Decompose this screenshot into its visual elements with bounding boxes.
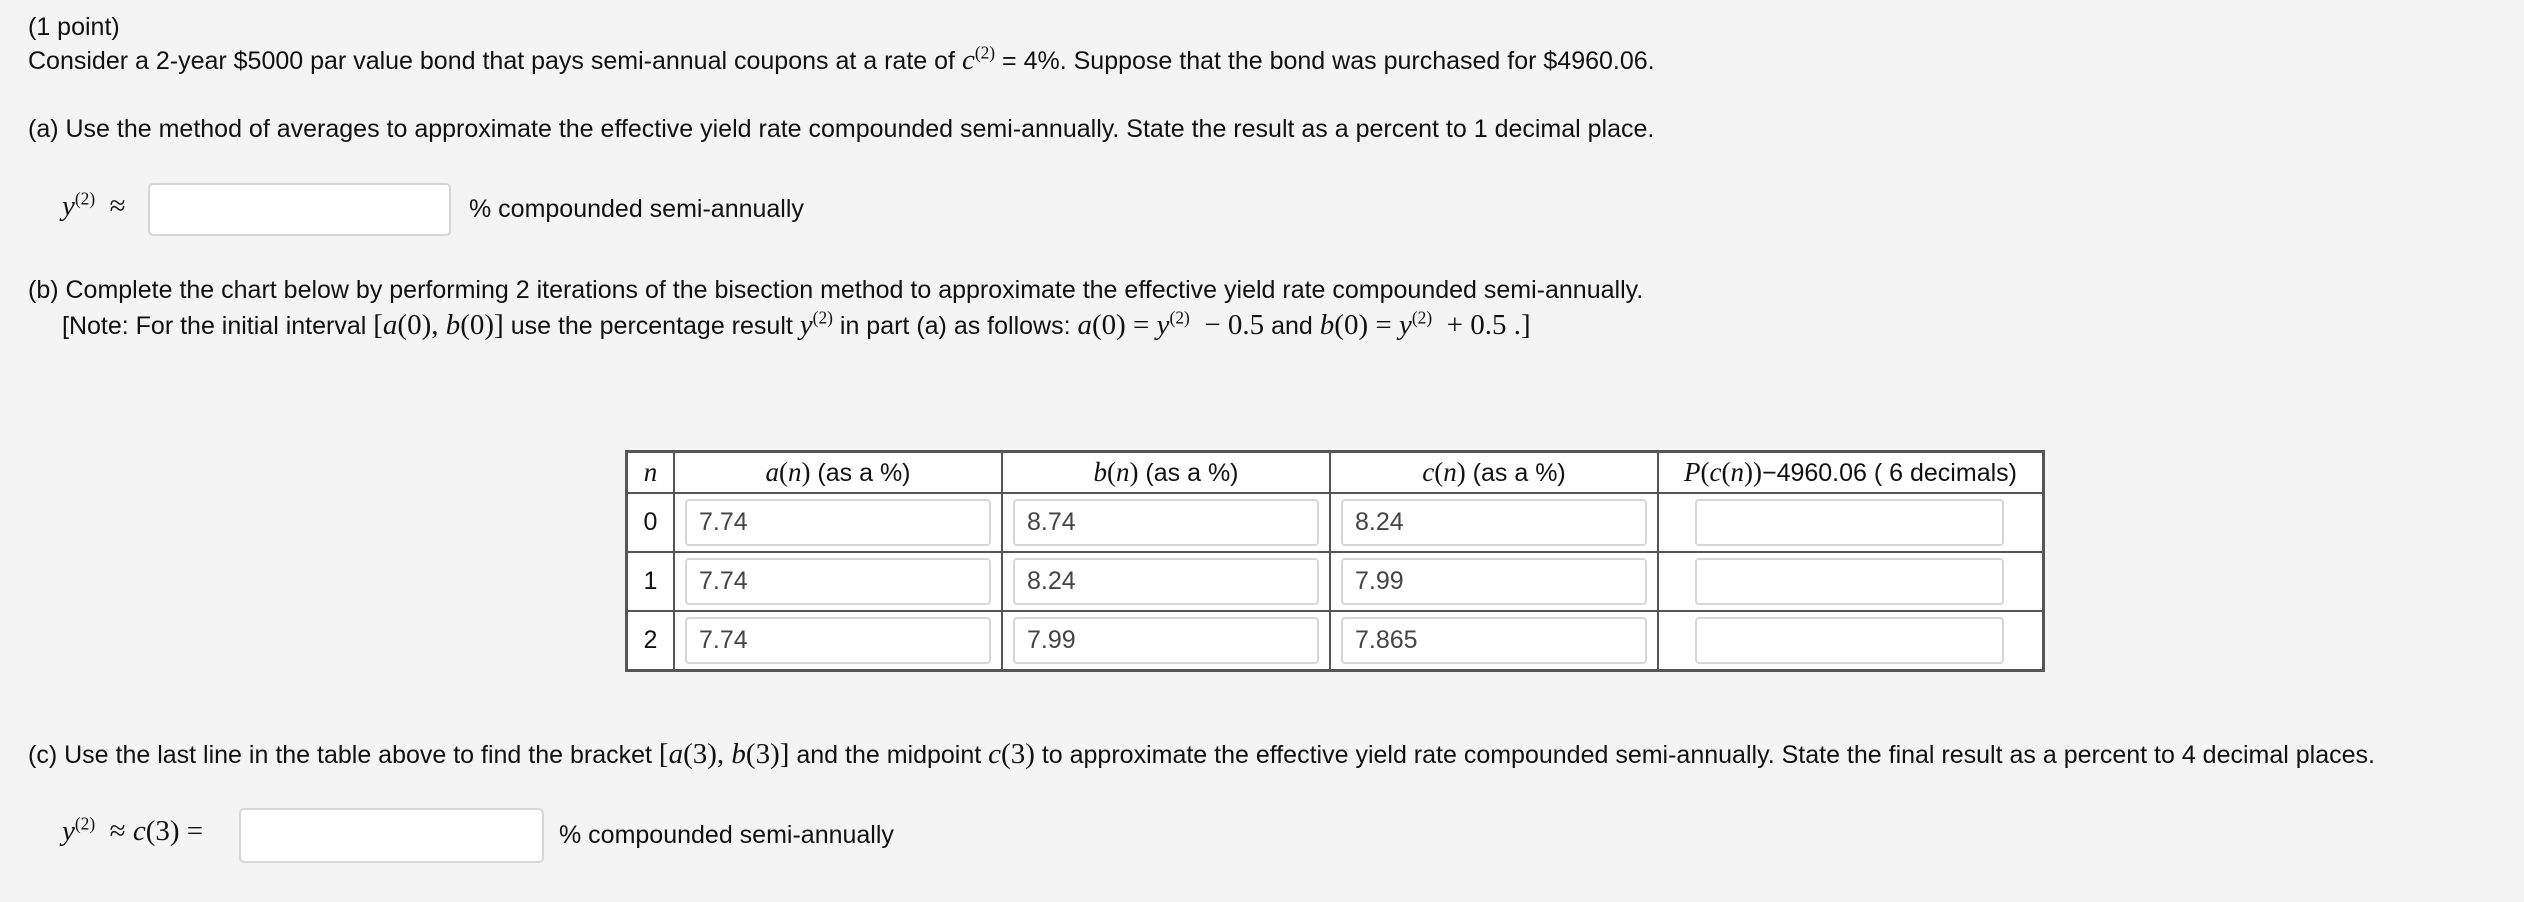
cell-p — [1658, 552, 2044, 611]
cell-p — [1658, 611, 2044, 671]
c-input[interactable]: 7.99 — [1341, 558, 1647, 605]
a0-formula: $a(0) = y^{(2)} - 0.5$ — [1077, 307, 1265, 341]
part-c-text-3: to approximate the effective yield rate compounded semi-annually. State the final result as a percent to 4 decimal places. — [1041, 741, 2375, 769]
table-row — [627, 611, 2044, 671]
table-header-row — [627, 452, 2044, 494]
note-text-1: [Note: For the initial interval — [62, 312, 367, 340]
part-c-unit-label: % compounded semi-annually — [559, 821, 894, 849]
midpoint-expr: c(3) — [988, 738, 1035, 770]
cell-c — [1330, 611, 1658, 671]
note-yield-symbol: $y^{(2)}$ — [799, 307, 833, 341]
part-c-answer-input[interactable] — [239, 808, 544, 863]
row-n: 1 — [627, 552, 675, 611]
a-input[interactable]: 7.74 — [685, 499, 991, 546]
header-a: a(n) (as a %) — [674, 452, 1002, 494]
cell-c — [1330, 493, 1658, 552]
a-input[interactable]: 7.74 — [685, 617, 991, 664]
part-c-text-2: and the midpoint — [796, 741, 982, 769]
header-b: b(n) (as a %) — [1002, 452, 1330, 494]
cell-b — [1002, 611, 1330, 671]
problem-statement — [28, 42, 1655, 76]
p-input[interactable] — [1695, 558, 2004, 605]
b0-formula: $b(0) = y^{(2)} + 0.5$ .] — [1319, 307, 1531, 341]
cell-a — [674, 611, 1002, 671]
c-input[interactable]: 8.24 — [1341, 499, 1647, 546]
note-and: and — [1271, 312, 1313, 340]
row-n: 2 — [627, 611, 675, 671]
cell-b — [1002, 493, 1330, 552]
part-a-prompt: (a) Use the method of averages to approximate the effective yield rate compounded semi-annually. State the result as a percent to 1 decimal place. — [28, 115, 1655, 143]
intro-rate-text: = 4%. Suppose that the bond was purchased for $4960.06. — [1002, 47, 1655, 75]
header-c: c(n) (as a %) — [1330, 452, 1658, 494]
bracket-expr: [a(3), b(3)] — [658, 738, 790, 770]
b-input[interactable]: 7.99 — [1013, 617, 1319, 664]
part-a-answer-input[interactable] — [148, 183, 451, 236]
p-input[interactable] — [1695, 499, 2004, 546]
header-p: P(c(n))−4960.06 ( 6 decimals) — [1658, 452, 2044, 494]
part-a-yield-symbol: $y^{(2)}$ ≈ — [62, 188, 126, 222]
c-input[interactable]: 7.865 — [1341, 617, 1647, 664]
part-c-prompt — [28, 739, 2375, 770]
row-n: 0 — [627, 493, 675, 552]
part-c-text-1: (c) Use the last line in the table above to find the bracket — [28, 741, 652, 769]
coupon-rate-symbol: $c^{(2)}$ — [961, 42, 996, 76]
bisection-table — [625, 450, 2045, 672]
header-n: n — [627, 452, 675, 494]
table-row — [627, 552, 2044, 611]
initial-interval-expr: [a(0), b(0)] — [373, 309, 504, 341]
part-b-prompt: (b) Complete the chart below by performing 2 iterations of the bisection method to approximate the effective yield rate compounded semi-annually. — [28, 276, 1644, 304]
cell-a — [674, 552, 1002, 611]
b-input[interactable]: 8.24 — [1013, 558, 1319, 605]
note-text-3: in part (a) as follows: — [839, 312, 1071, 340]
part-a-unit-label: % compounded semi-annually — [469, 195, 804, 223]
p-input[interactable] — [1695, 617, 2004, 664]
table-row — [627, 493, 2044, 552]
part-b-note — [62, 307, 1531, 341]
note-text-2: use the percentage result — [510, 312, 793, 340]
intro-text: Consider a 2-year $5000 par value bond that pays semi-annual coupons at a rate of — [28, 47, 955, 75]
b-input[interactable]: 8.74 — [1013, 499, 1319, 546]
part-c-yield-expr: $y^{(2)} \approx c(3)$ = — [62, 813, 204, 847]
a-input[interactable]: 7.74 — [685, 558, 991, 605]
cell-c — [1330, 552, 1658, 611]
cell-p — [1658, 493, 2044, 552]
cell-b — [1002, 552, 1330, 611]
points-label: (1 point) — [28, 13, 120, 41]
cell-a — [674, 493, 1002, 552]
